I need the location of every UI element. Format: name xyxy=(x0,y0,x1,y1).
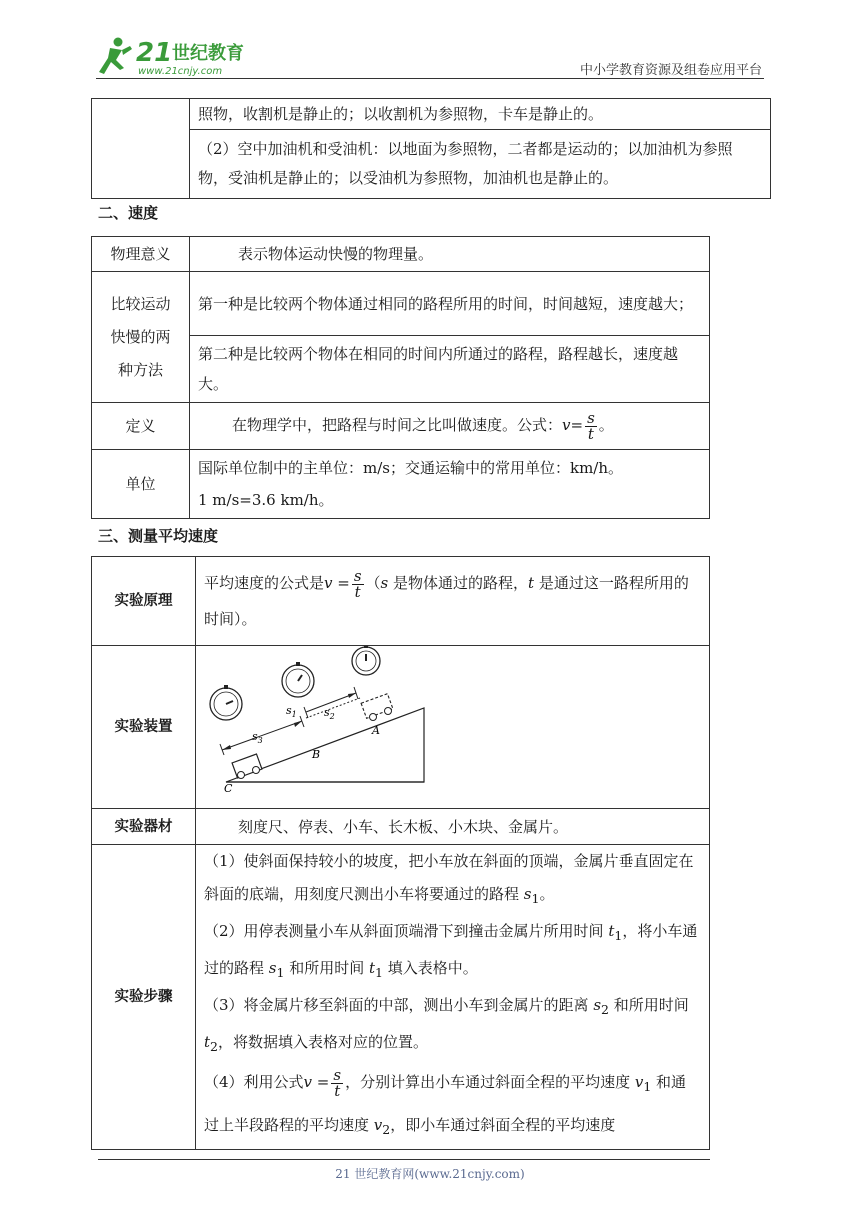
apparatus-cell xyxy=(196,646,710,809)
empty-label-cell xyxy=(92,99,190,199)
steps-label: 实验步骤 xyxy=(92,845,196,1150)
section-title-speed: 二、速度 xyxy=(98,204,159,222)
formula-numerator: s xyxy=(587,408,595,427)
method-1: 第一种是比较两个物体通过相同的路程所用的时间，时间越短，速度越大； xyxy=(190,272,710,336)
reference-row-1: 照物，收割机是静止的；以收割机为参照物，卡车是静止的。 xyxy=(190,99,771,130)
runner-icon xyxy=(99,38,132,75)
table-row xyxy=(92,809,710,845)
meaning-text: 表示物体运动快慢的物理量。 xyxy=(190,237,710,272)
table-row xyxy=(92,646,710,809)
page-header xyxy=(0,0,860,90)
principle-fraction xyxy=(352,566,364,601)
site-logo xyxy=(96,34,266,82)
principle-mid-2: 是通过这一路程所用的时间）。 xyxy=(204,574,689,628)
stopwatch-icon xyxy=(282,662,314,697)
principle-t: t xyxy=(528,574,535,592)
speed-formula-fraction xyxy=(585,408,597,443)
speed-table xyxy=(91,236,710,519)
principle-label: 实验原理 xyxy=(92,557,196,646)
table-row xyxy=(92,557,710,646)
formula-v: v= xyxy=(562,416,584,435)
table-row xyxy=(92,450,710,519)
table-row xyxy=(92,272,710,336)
table-row xyxy=(92,99,771,130)
methods-label: 比较运动快慢的两种方法 xyxy=(92,272,190,403)
materials-text: 刻度尺、停表、小车、长木板、小木块、金属片。 xyxy=(196,809,710,845)
definition-end: 。 xyxy=(598,416,614,435)
table-row xyxy=(92,845,710,1150)
label-s3: $s_3$ xyxy=(252,730,263,745)
formula-denominator: t xyxy=(587,424,594,443)
incline-diagram xyxy=(196,646,710,798)
table-row xyxy=(92,130,771,199)
materials-label: 实验器材 xyxy=(92,809,196,845)
reference-table xyxy=(91,98,771,199)
logo-cn: 世纪教育 xyxy=(172,43,244,64)
principle-denominator: t xyxy=(354,582,361,601)
section-title-measure: 三、测量平均速度 xyxy=(98,527,219,545)
unit-label: 单位 xyxy=(92,450,190,519)
step-3: （3）将金属片移至斜面的中部，测出小车到金属片的距离 $s_2$ 和所用时间 $t_2$，将数据填入表格对应的位置。 xyxy=(204,996,689,1054)
unit-line-2: 1 m/s=3.6 km/h。 xyxy=(198,491,334,509)
label-s2: $s_2$ xyxy=(324,706,335,721)
apparatus-label: 实验装置 xyxy=(92,646,196,809)
principle-mid-1: 是物体通过的路程， xyxy=(388,574,529,592)
cart-icon xyxy=(232,754,262,778)
footer-text: 21 世纪教育网(www.21cnjy.com) xyxy=(335,1167,525,1181)
label-c: C xyxy=(224,782,233,795)
footer-rule xyxy=(98,1159,710,1160)
cart-dashed-icon xyxy=(361,694,393,721)
label-s1: $s_1$ xyxy=(286,704,297,719)
table-row xyxy=(92,403,710,450)
label-a: A xyxy=(372,724,380,737)
header-rule xyxy=(96,78,764,79)
step-1: （1）使斜面保持较小的坡度，把小车放在斜面的顶端，金属片垂直固定在斜面的底端，用刻度尺测出小车将要通过的路程 $s_1$。 xyxy=(204,852,694,906)
label-b: B xyxy=(312,748,321,761)
unit-line-1: 国际单位制中的主单位：m/s；交通运输中的常用单位：km/h。 xyxy=(198,459,624,477)
principle-paren: （ xyxy=(365,574,381,592)
platform-name: 中小学教育资源及组卷应用平台 xyxy=(579,63,762,78)
unit-cell xyxy=(190,450,710,519)
stopwatch-icon xyxy=(352,646,380,675)
step-2: （2）用停表测量小车从斜面顶端滑下到撞击金属片所用时间 $t_1$，将小车通过的路程 $s_1$ 和所用时间 $t_1$ 填入表格中。 xyxy=(204,922,698,980)
principle-cell xyxy=(196,557,710,646)
method-2: 第二种是比较两个物体在相同的时间内所通过的路程，路程越长，速度越大。 xyxy=(190,336,710,403)
measure-table xyxy=(91,556,710,1150)
step-4: （4）利用公式v = $\frac{s}{t}$ ，分别计算出小车通过斜面全程的平均速度 $v_1$ 和通过上半段路程的平均速度 $v_2$，即小车通过斜面全程的平均速度 xyxy=(204,1065,687,1137)
logo-number: 21 xyxy=(136,38,173,68)
logo-url: www.21cnjy.com xyxy=(138,66,223,77)
principle-numerator: s xyxy=(353,566,362,585)
steps-cell xyxy=(196,845,710,1150)
reference-row-2: （2）空中加油机和受油机：以地面为参照物，二者都是运动的；以加油机为参照物，受油机是静止的；以受油机为参照物，加油机也是静止的。 xyxy=(190,130,771,199)
principle-v: v = xyxy=(324,574,350,592)
meaning-label: 物理意义 xyxy=(92,237,190,272)
table-row xyxy=(92,237,710,272)
definition-label: 定义 xyxy=(92,403,190,450)
principle-s: s xyxy=(380,574,389,592)
principle-pre: 平均速度的公式是 xyxy=(204,574,325,592)
step4-fraction: $\frac{s}{t}$ xyxy=(333,1065,342,1100)
stopwatch-icon xyxy=(210,685,242,720)
definition-cell xyxy=(190,403,710,450)
definition-text: 在物理学中，把路程与时间之比叫做速度。公式： xyxy=(232,416,563,435)
